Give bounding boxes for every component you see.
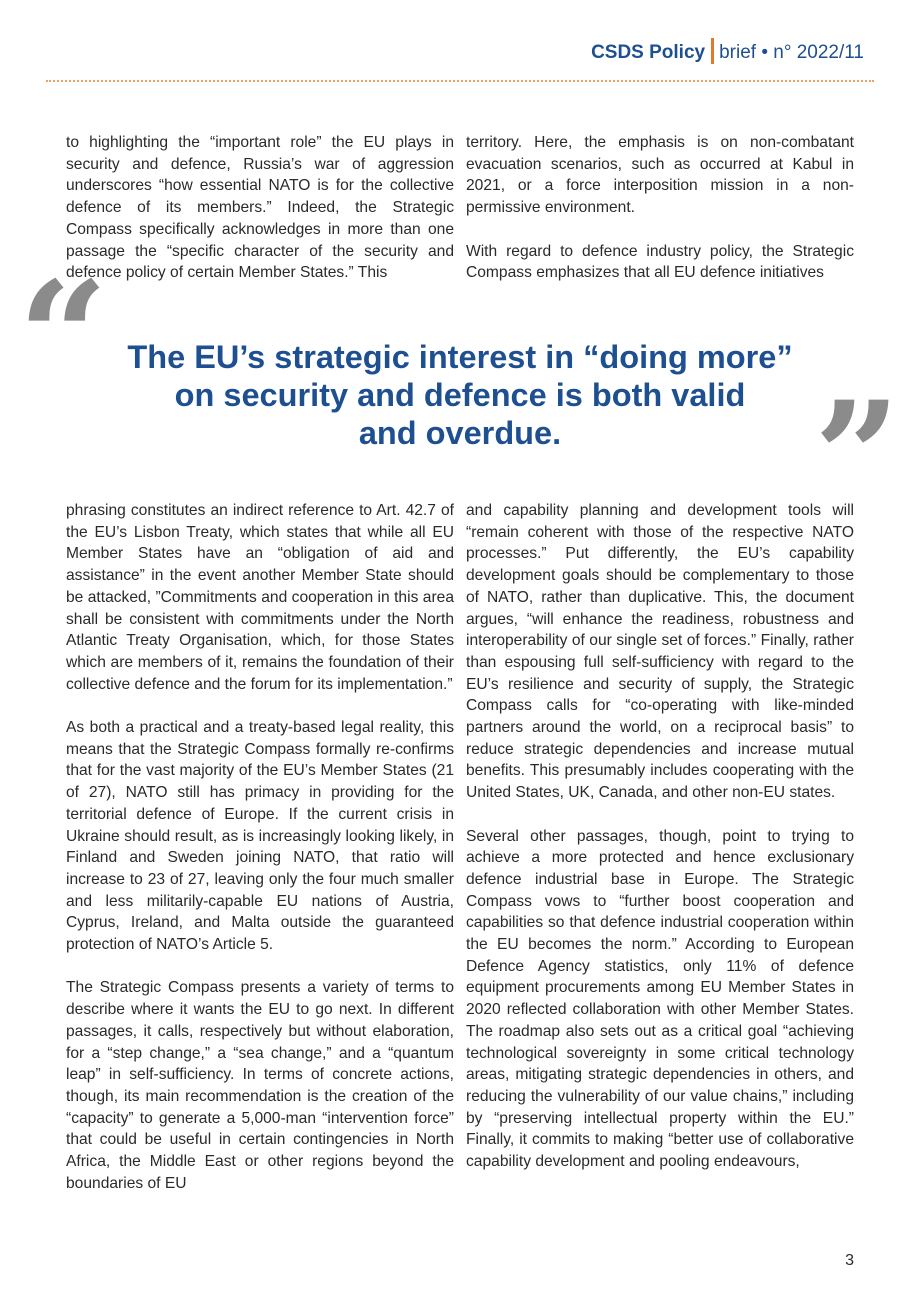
page-number: 3 (845, 1252, 854, 1269)
paragraph: to highlighting the “important role” the EU plays in security and defence, Russia’s war of aggression underscores “how essential NATO is for the collective defence of its members.” Indeed, the Strategic Compass specifically acknowledges in more than one passage the “specific character of the security and defence policy of certain Member States.” This (66, 134, 454, 282)
header-dotted-rule (46, 80, 874, 82)
paragraph: With regard to defence industry policy, the Strategic Compass emphasizes that all EU defence initiatives (466, 242, 854, 282)
page-header (591, 38, 864, 66)
series-title: CSDS Policy (591, 42, 706, 63)
paragraph: phrasing constitutes an indirect reference to Art. 42.7 of the EU’s Lisbon Treaty, which states that while all EU Member States have an “obligation of aid and assistance” in the event another Member State should be attacked, ”Commitments and cooperation in this area shall be consistent with commitments under the North Atlantic Treaty Organisation, which, for those States which are members of it, remains the foundation of their collective defence and the forum for its implementation.” (66, 502, 454, 693)
paragraph: As both a practical and a treaty-based legal reality, this means that the Strategic Compass formally re-confirms that for the vast majority of the EU’s Member States (21 of 27), NATO still has primacy in providing for the territorial defence of Europe. If the current crisis in Ukraine should result, as is increasingly looking likely, in Finland and Sweden joining NATO, that ratio will increase to 23 of 27, leaving only the four much smaller and less militarily-capable EU nations of Austria, Cyprus, Ireland, and Malta outside the guaranteed protection of NATO’s Article 5. (66, 719, 454, 954)
pull-quote-line: The EU’s strategic interest in “doing more” (127, 339, 793, 375)
top-right-column (466, 132, 854, 284)
close-quote-mark-icon: ” (814, 369, 901, 545)
pull-quote (80, 338, 840, 452)
issue-label: brief • n° 2022/11 (719, 42, 864, 63)
paragraph: territory. Here, the emphasis is on non-combatant evacuation scenarios, such as occurred at Kabul in 2021, or a force interposition mission in a non-permissive environment. (466, 134, 854, 217)
pull-quote-line: on security and defence is both valid (174, 377, 746, 413)
bottom-right-column (466, 500, 854, 1173)
bottom-left-column (66, 500, 454, 1194)
paragraph: and capability planning and development tools will “remain coherent with those of the respective NATO processes.” Put differently, the EU’s capability development goals should be complementary to those of NATO, rather than duplicative. This, the document argues, “will enhance the readiness, robustness and interoperability of our single set of forces.” Finally, rather than espousing full self-sufficiency with regard to the EU’s resilience and security of supply, the Strategic Compass calls for “co-operating with like-minded partners around the world, on a reciprocal basis” to reduce strategic dependencies and increase mutual benefits. This presumably includes cooperating with the United States, UK, Canada, and other non-EU states. (466, 502, 854, 802)
paragraph: The Strategic Compass presents a variety of terms to describe where it wants the EU to go next. In different passages, it calls, respectively but without elaboration, for a “step change,” a “sea change,” and a “quantum leap” in self-sufficiency. In terms of concrete actions, though, its main recommendation is the creation of the “capacity” to generate a 5,000-man “intervention force” that could be useful in certain contingencies in North Africa, the Middle East or other regions beyond the boundaries of EU (66, 979, 454, 1192)
paragraph: Several other passages, though, point to trying to achieve a more protected and hence exclusionary defence industrial base in Europe. The Strategic Compass vows to “further boost cooperation and capabilities so that defence industrial cooperation within the EU becomes the norm.” According to European Defence Agency statistics, only 11% of defence equipment procurements among EU Member States in 2020 reflected collaboration with other Member States. The roadmap also sets out as a critical goal “achieving technological sovereignty in some critical technology areas, mitigating strategic dependencies in others, and reducing the vulnerability of our value chains,” including by “preserving intellectual property within the EU.” Finally, it commits to making “better use of collaborative capability development and pooling endeavours, (466, 827, 854, 1171)
open-quote-mark-icon: “ (17, 249, 109, 425)
pull-quote-line: and overdue. (358, 415, 562, 451)
header-divider (711, 38, 714, 64)
top-left-column (66, 132, 454, 284)
